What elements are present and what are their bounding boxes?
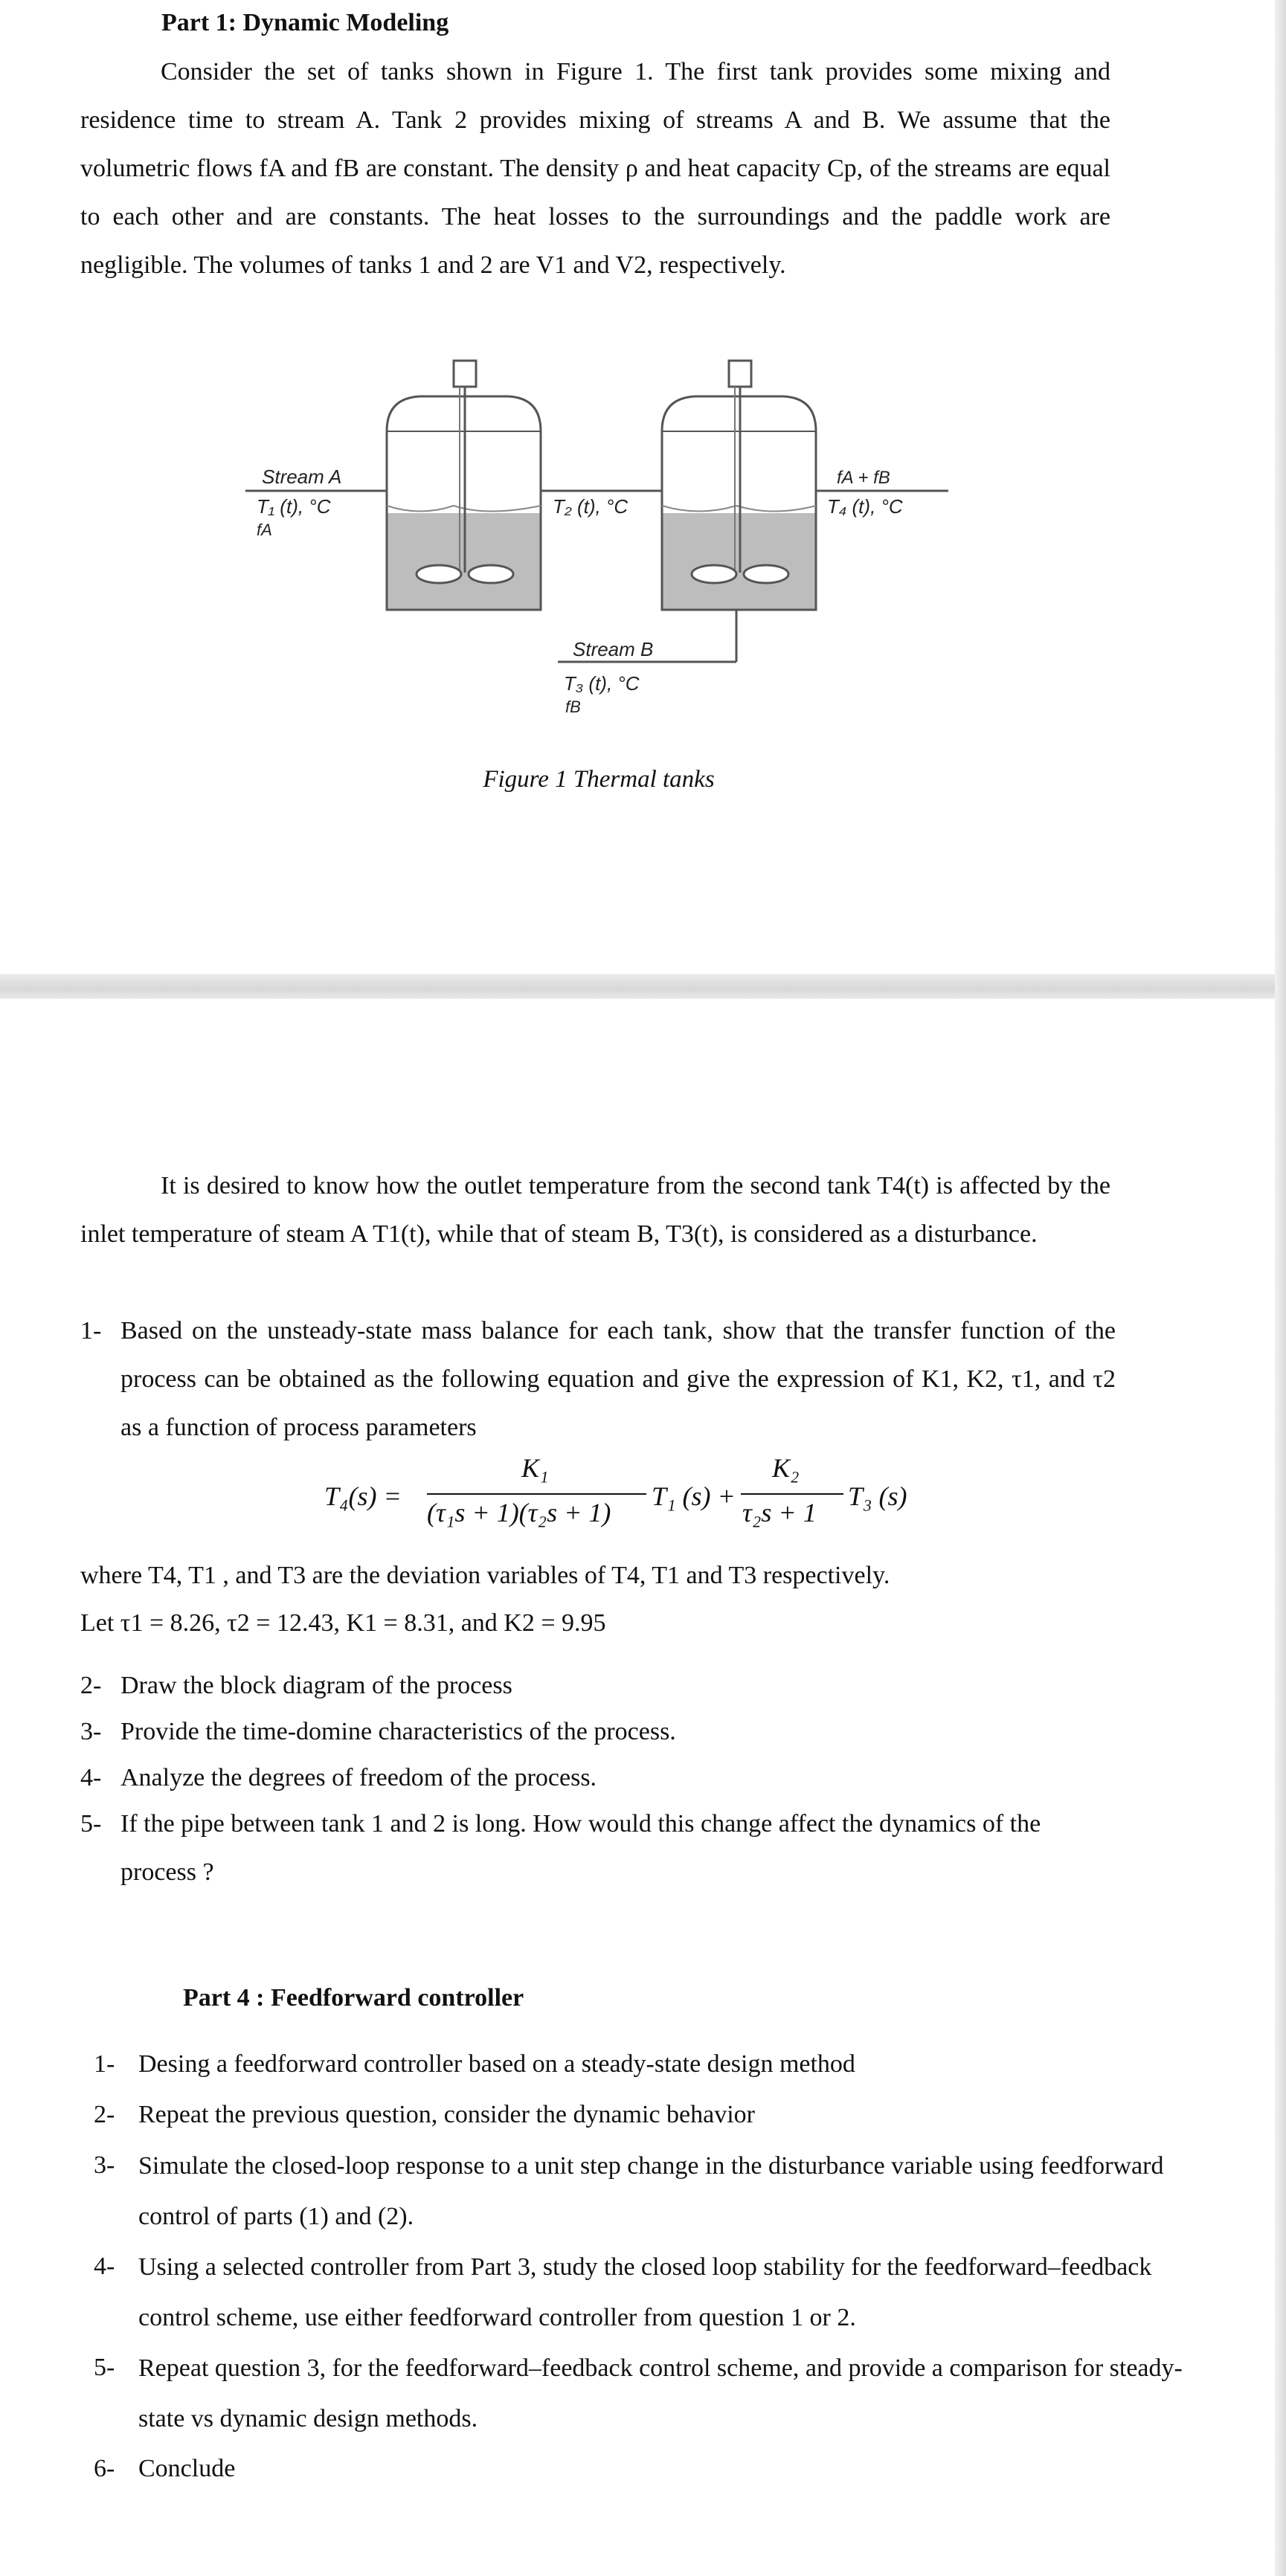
question-1-number: 1-: [80, 1317, 102, 1345]
label-t3: T₃ (t), °C: [564, 672, 640, 695]
thermal-tanks-diagram: [223, 350, 967, 766]
figure-caption: Figure 1 Thermal tanks: [483, 766, 715, 793]
part4-item-5: [94, 2343, 1224, 2444]
part1-intro-paragraph: [80, 48, 1110, 289]
part4-item-1: [94, 2040, 1224, 2088]
question-5: [80, 1800, 1116, 1896]
label-outlet-flow: fA + fB: [837, 468, 890, 488]
part4-item-2-text: Repeat the previous question, consider the dynamic behavior: [138, 2101, 755, 2128]
tank2-impeller-left: [692, 565, 736, 583]
eq-numerator-1: K₁: [521, 1453, 549, 1483]
part4-item-4-number: 4-: [94, 2253, 115, 2280]
part4-item-3-text: Simulate the closed-loop response to a unit step change in the disturbance variable using feedforward control of parts (1) and (2).: [138, 2152, 1164, 2230]
part4-item-6-text: Conclude: [138, 2455, 236, 2482]
question-4-text: Analyze the degrees of freedom of the process.: [120, 1764, 597, 1791]
part4-item-6-number: 6-: [94, 2455, 115, 2482]
label-stream-b: Stream B: [573, 638, 654, 660]
eq-denominator-2: τ₂s + 1: [742, 1498, 817, 1527]
question-2: [80, 1661, 1116, 1710]
eq-lhs: T₄(s) =: [324, 1481, 402, 1511]
part4-item-3: [94, 2141, 1224, 2242]
eq-fraction-bar-2: [741, 1493, 843, 1495]
part4-item-6: [94, 2444, 1224, 2493]
question-2-number: 2-: [80, 1672, 102, 1699]
part4-heading: Part 4 : Feedforward controller: [183, 1984, 524, 2012]
part4-item-2: [94, 2090, 1224, 2139]
label-t1: T₁ (t), °C: [257, 495, 331, 518]
question-2-text: Draw the block diagram of the process: [120, 1672, 512, 1699]
where-line: where T4, T1 , and T3 are the deviation variables of T4, T1 and T3 respectively.: [80, 1562, 890, 1589]
right-page-shadow: [1275, 0, 1286, 2576]
part4-item-4: [94, 2242, 1224, 2343]
eq-fraction-bar-1: [427, 1493, 646, 1495]
part4-item-1-number: 1-: [94, 2050, 115, 2078]
question-5-text: If the pipe between tank 1 and 2 is long. How would this change affect the dynamics of the process ?: [120, 1810, 1041, 1886]
label-fa: fA: [257, 521, 272, 539]
question-1: [80, 1307, 1116, 1452]
tank2-impeller-right: [744, 565, 788, 583]
part4-item-5-number: 5-: [94, 2354, 115, 2381]
tank1-impeller-right: [469, 565, 513, 583]
label-t4: T₄ (t), °C: [827, 495, 903, 518]
eq-t3-term: T₃ (s): [848, 1481, 907, 1511]
tank1-motor: [454, 361, 476, 387]
part4-item-4-text: Using a selected controller from Part 3, study the closed loop stability for the feedforward–feedback control scheme, use either feedforward controller from question 1 or 2.: [138, 2253, 1152, 2331]
label-t2: T₂ (t), °C: [553, 495, 628, 518]
tank1-impeller-left: [417, 565, 461, 583]
question-intro-paragraph: [80, 1162, 1110, 1258]
eq-t1-term: T₁ (s) +: [652, 1481, 736, 1511]
label-fb: fB: [565, 698, 581, 716]
part4-item-2-number: 2-: [94, 2101, 115, 2128]
transfer-function-equation: [324, 1453, 919, 1540]
question-3-number: 3-: [80, 1718, 102, 1745]
question-3: [80, 1707, 1116, 1756]
eq-numerator-2: K₂: [772, 1453, 800, 1483]
label-stream-a: Stream A: [262, 466, 342, 488]
question-4-number: 4-: [80, 1764, 102, 1791]
question-5-number: 5-: [80, 1810, 102, 1838]
page-gap: [0, 974, 1286, 999]
question-3-text: Provide the time-domine characteristics of the process.: [120, 1718, 676, 1745]
part4-item-1-text: Desing a feedforward controller based on a steady-state design method: [138, 2050, 855, 2078]
eq-denominator-1: (τ₁s + 1)(τ₂s + 1): [427, 1498, 611, 1527]
question-1-text: Based on the unsteady-state mass balance for each tank, show that the transfer function of the process can be obtained as the following equation and give the expression of K1, K2, τ1, and τ2 as a function of process parameters: [120, 1317, 1116, 1441]
part4-item-5-text: Repeat question 3, for the feedforward–feedback control scheme, and provide a comparison for steady-state vs dynamic design methods.: [138, 2354, 1183, 2432]
part1-heading: Part 1: Dynamic Modeling: [161, 9, 449, 36]
part1-intro-text: Consider the set of tanks shown in Figure 1. The first tank provides some mixing and residence time to stream A. Tank 2 provides mixing of streams A and B. We assume that the volumetric flows fA and fB are constant. The density ρ and heat capacity Cp, of the streams are equal to each other and are constants. The heat losses to the surroundings and the paddle work are negligible. The volumes of tanks 1 and 2 are V1 and V2, respectively.: [80, 58, 1110, 279]
question-intro-text: It is desired to know how the outlet temperature from the second tank T4(t) is affected by the inlet temperature of steam A T1(t), while that of steam B, T3(t), is considered as a disturbance.: [80, 1172, 1110, 1248]
tank2-motor: [729, 361, 751, 387]
let-line: Let τ1 = 8.26, τ2 = 12.43, K1 = 8.31, and K2 = 9.95: [80, 1609, 606, 1637]
question-4: [80, 1754, 1116, 1802]
part4-item-3-number: 3-: [94, 2151, 115, 2179]
